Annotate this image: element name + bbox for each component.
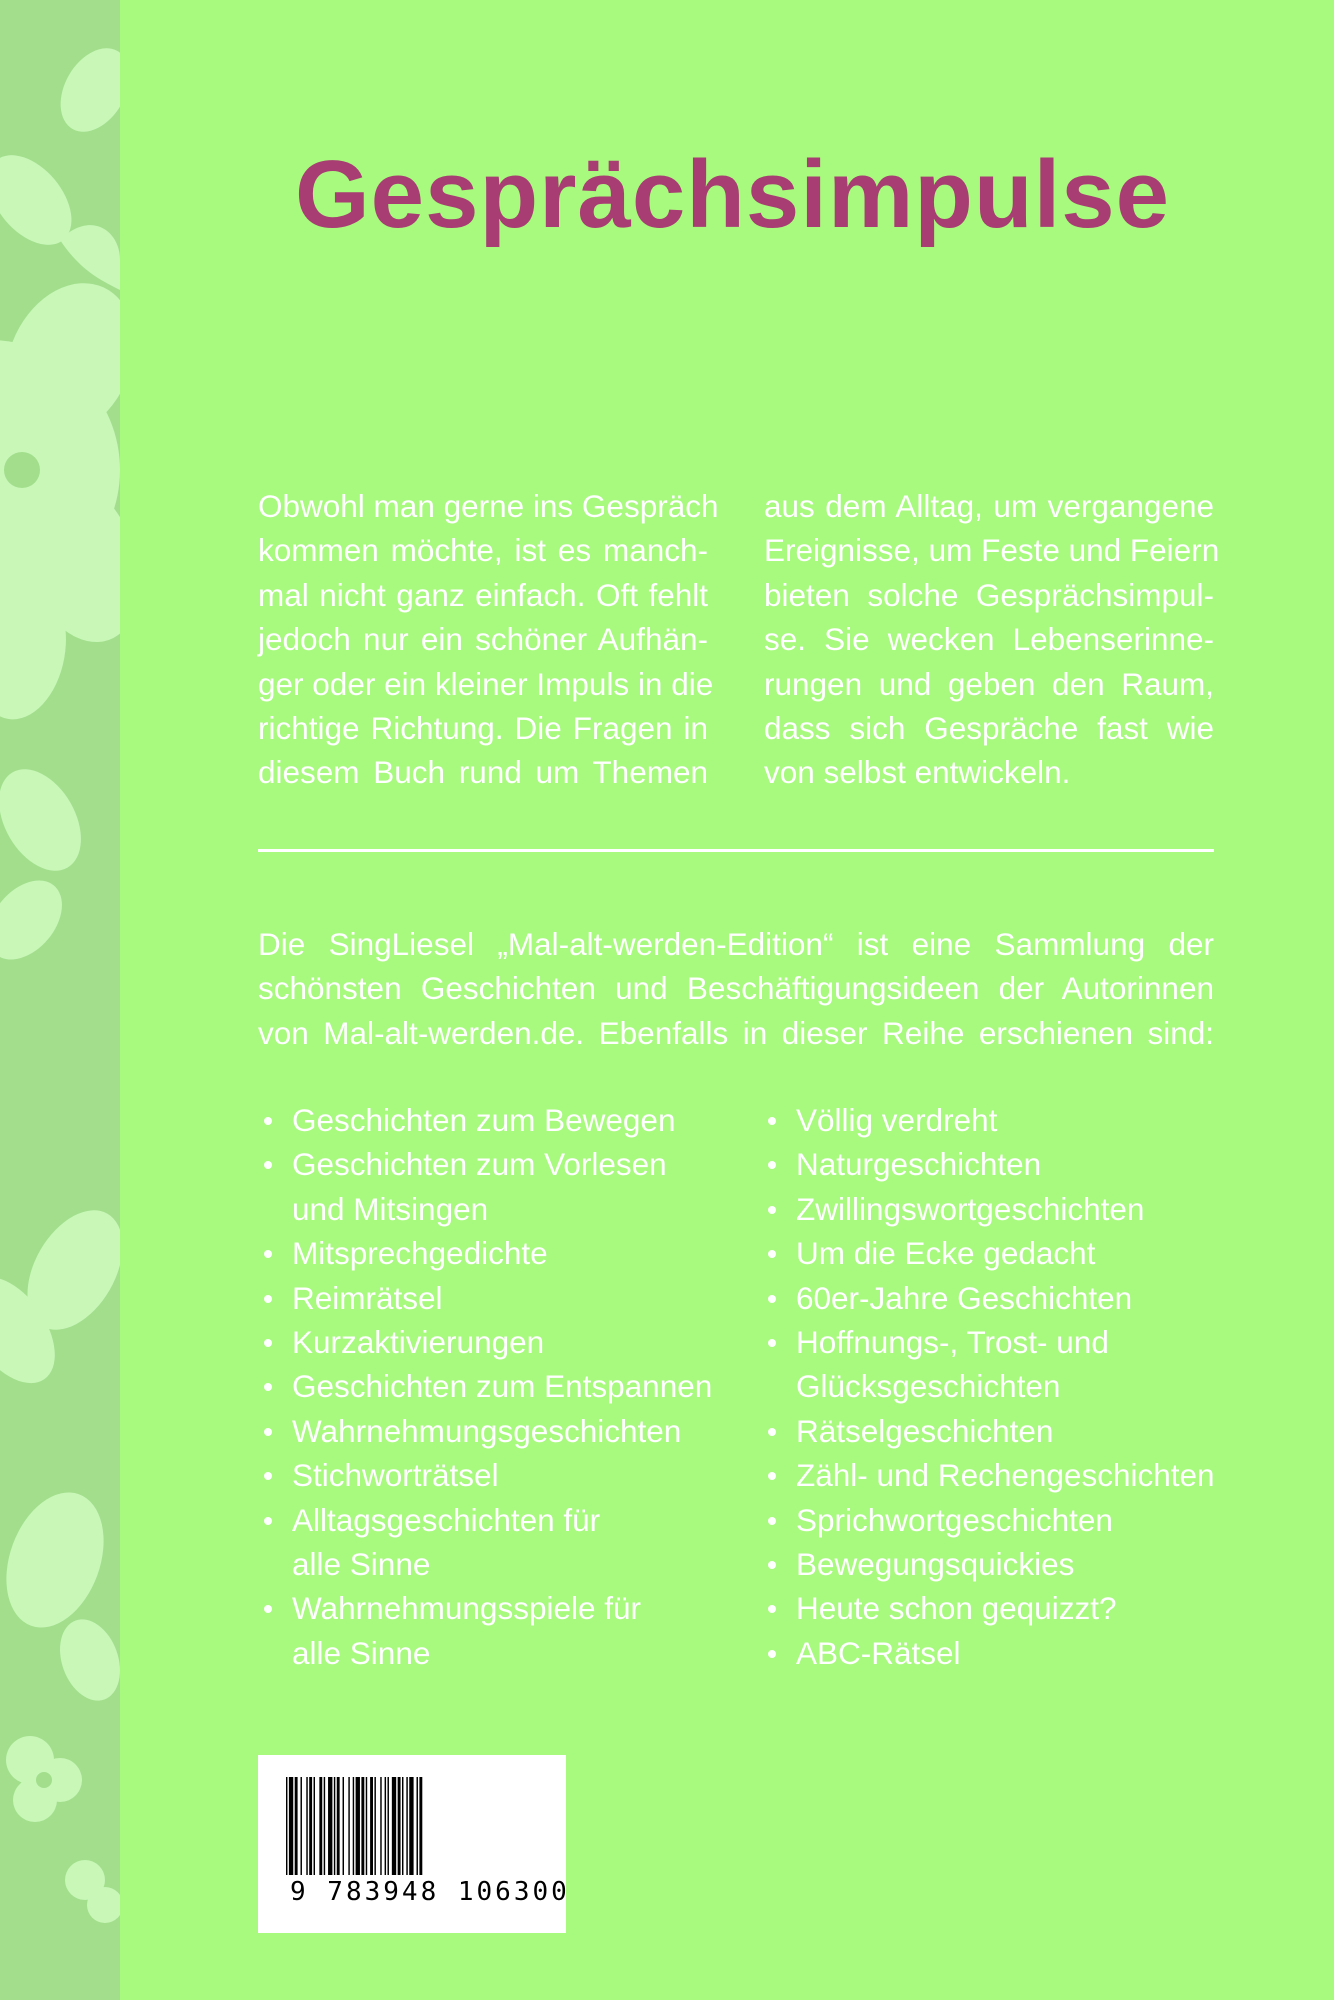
text-line: Ereignisse, um Feste und Feiern	[764, 532, 1220, 569]
list-item	[762, 1320, 1215, 1409]
list-item	[258, 1098, 712, 1142]
barcode	[258, 1755, 570, 1933]
list-item-text: Heute schon gequizzt?	[796, 1590, 1117, 1627]
text-line: diesem Buch rund um Themen	[258, 754, 708, 791]
list-item-text: Naturgeschichten	[796, 1146, 1042, 1183]
list-item	[762, 1142, 1215, 1186]
section-divider	[258, 849, 1214, 852]
list-item-text: Geschichten zum Bewegen	[292, 1102, 676, 1138]
list-item-text: 60er-Jahre Geschichten	[796, 1279, 1133, 1316]
list-item	[258, 1409, 712, 1453]
list-item-text: Geschichten zum Entspannen	[292, 1368, 713, 1405]
list-item-text: Hoffnungs-, Trost- und	[796, 1324, 1109, 1361]
list-item	[258, 1586, 712, 1675]
text-line: aus dem Alltag, um vergangene	[764, 488, 1214, 524]
list-item-text: Alltagsgeschichten für	[292, 1501, 601, 1538]
text-line: rungen und geben den Raum,	[764, 665, 1214, 702]
list-item-text: Glücksgeschichten	[796, 1368, 1061, 1405]
text-line: kommen möchte, ist es manch-	[258, 532, 708, 569]
list-item	[258, 1498, 712, 1587]
isbn-number: 9 783948 106300	[290, 1877, 570, 1907]
text-line: Die SingLiesel „Mal-alt-werden-Edition“ ist eine Sammlung der	[258, 926, 1214, 962]
text-line: jedoch nur ein schöner Aufhän-	[258, 621, 708, 658]
list-item-text: Um die Ecke gedacht	[796, 1235, 1096, 1272]
list-item-text: alle Sinne	[292, 1546, 431, 1583]
text-line: se. Sie wecken Lebenserinne-	[764, 621, 1214, 658]
text-line: ger oder ein kleiner Impuls in die	[258, 665, 714, 702]
list-item-text: Reimrätsel	[292, 1279, 443, 1316]
list-item-text: Rätselgeschichten	[796, 1412, 1054, 1449]
list-item-text: Geschichten zum Vorlesen	[292, 1146, 667, 1183]
list-item	[258, 1231, 712, 1275]
list-item	[258, 1320, 712, 1364]
list-item	[258, 1453, 712, 1497]
list-item-text: ABC-Rätsel	[796, 1634, 961, 1671]
text-line: Obwohl man gerne ins Gespräch	[258, 488, 719, 524]
list-item-text: Stichworträtsel	[292, 1457, 499, 1494]
text-line: von Mal-alt-werden.de. Ebenfalls in dieser Reihe erschienen sind:	[258, 1014, 1214, 1051]
text-line: schönsten Geschichten und Beschäftigungsideen der Autorinnen	[258, 970, 1214, 1007]
floral-pattern-icon	[0, 0, 120, 2000]
list-item-text: und Mitsingen	[292, 1190, 489, 1227]
list-item	[762, 1453, 1215, 1497]
list-item-text: Zwillingswortgeschichten	[796, 1190, 1145, 1227]
list-item-text: Zähl- und Rechengeschichten	[796, 1457, 1215, 1494]
text-line: bieten solche Gesprächsimpul-	[764, 576, 1214, 613]
intro-paragraph-left	[258, 484, 719, 795]
text-line: mal nicht ganz einfach. Oft fehlt	[258, 576, 708, 613]
text-line: dass sich Gespräche fast wie	[764, 710, 1214, 747]
list-item	[762, 1542, 1215, 1586]
text-line: von selbst entwickeln.	[764, 754, 1071, 791]
list-item-text: Bewegungsquickies	[796, 1546, 1075, 1583]
series-list-right	[762, 1098, 1215, 1675]
list-item-text: Sprichwortgeschichten	[796, 1501, 1113, 1538]
list-item	[762, 1409, 1215, 1453]
page-title: Gesprächsimpulse	[295, 141, 1171, 248]
list-item	[762, 1586, 1215, 1630]
list-item-text: alle Sinne	[292, 1634, 431, 1671]
list-item	[762, 1498, 1215, 1542]
list-item	[258, 1142, 712, 1231]
intro-paragraph-right	[764, 484, 1220, 795]
series-list-left	[258, 1098, 712, 1675]
list-item-text: Wahrnehmungsgeschichten	[292, 1412, 682, 1449]
list-item	[762, 1098, 1215, 1142]
series-description	[258, 922, 1214, 1055]
list-item	[258, 1364, 712, 1408]
floral-side-strip	[0, 0, 120, 2000]
list-item-text: Wahrnehmungsspiele für	[292, 1590, 642, 1627]
list-item	[762, 1187, 1215, 1231]
list-item	[258, 1276, 712, 1320]
list-item	[762, 1631, 1215, 1675]
barcode-bars-icon	[286, 1777, 538, 1877]
list-item-text: Kurzaktivierungen	[292, 1324, 545, 1361]
list-item	[762, 1231, 1215, 1275]
list-item-text: Mitsprechgedichte	[292, 1235, 548, 1272]
text-line: richtige Richtung. Die Fragen in	[258, 710, 708, 747]
list-item	[762, 1276, 1215, 1320]
list-item-text: Völlig verdreht	[796, 1102, 998, 1138]
